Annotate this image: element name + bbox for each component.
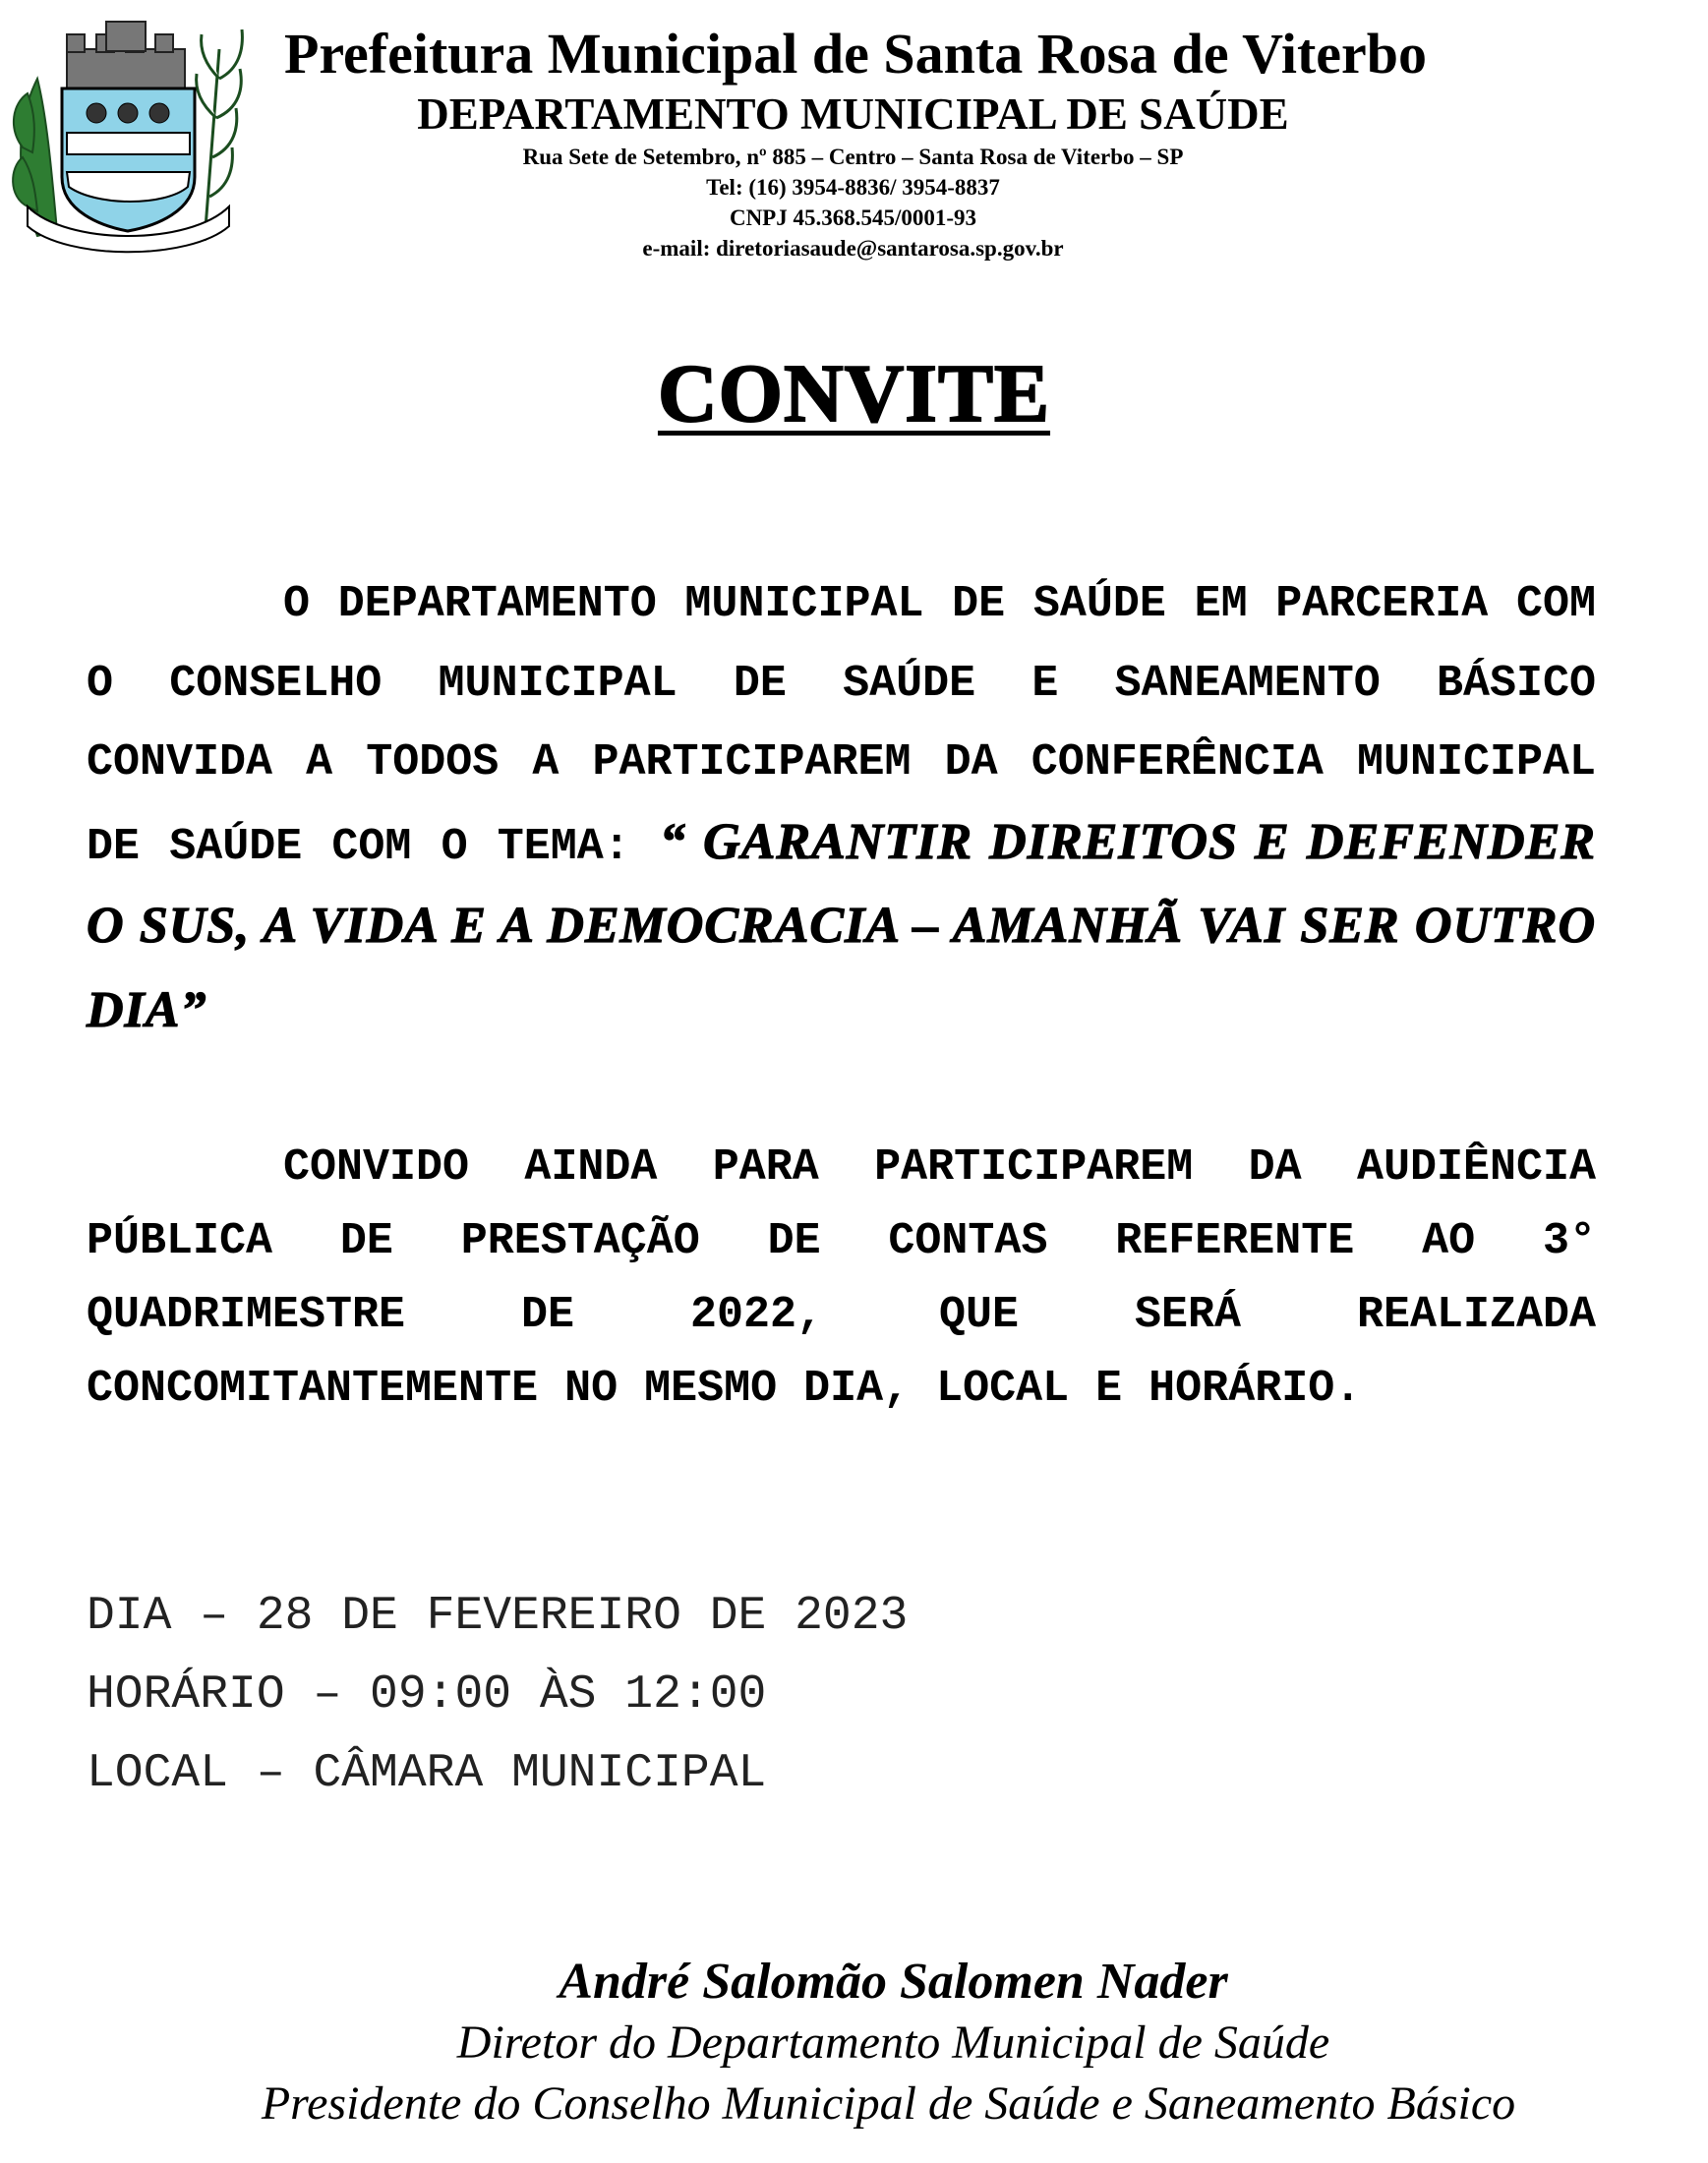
- event-date: DIA – 28 DE FEVEREIRO DE 2023: [87, 1590, 909, 1643]
- department-name: DEPARTAMENTO MUNICIPAL DE SAÚDE: [417, 89, 1289, 139]
- signer-name: André Salomão Salomen Nader: [559, 1954, 1228, 2010]
- cnpj-line: CNPJ 45.368.545/0001-93: [729, 205, 977, 230]
- title-text: CONVITE: [657, 348, 1051, 439]
- email-line: e-mail: diretoriasaude@santarosa.sp.gov.br: [642, 236, 1064, 261]
- conference-theme: “ GARANTIR DIREITOS E DEFENDER O SUS, A VIDA E A DEMOCRACIA – AMANHÃ VAI SER OUTRO DIA”: [87, 813, 1596, 1038]
- event-time: HORÁRIO – 09:00 ÀS 12:00: [87, 1668, 767, 1722]
- hearing-text: CONVIDO AINDA PARA PARTICIPAREM DA AUDIÊNCIA PÚBLICA DE PRESTAÇÃO DE CONTAS REFERENTE AO 3° QUADRIMESTRE DE 2022, QUE SERÁ REALIZADA CONCOMITANTEMENTE NO MESMO DIA, LOCAL E HORÁRIO.: [87, 1142, 1596, 1414]
- phone-line: Tel: (16) 3954-8836/ 3954-8837: [706, 175, 1000, 200]
- invitation-intro: O DEPARTAMENTO MUNICIPAL DE SAÚDE EM PARCERIA COM O CONSELHO MUNICIPAL DE SAÚDE E SANEAMENTO BÁSICO CONVIDA A TODOS A PARTICIPAREM DA CONFERÊNCIA MUNICIPAL DE SAÚDE COM O TEMA:: [87, 579, 1596, 872]
- signer-role-president: Presidente do Conselho Municipal de Saúde e Saneamento Básico: [261, 2077, 1516, 2130]
- event-place: LOCAL – CÂMARA MUNICIPAL: [87, 1747, 767, 1800]
- invitation-paragraph: [87, 565, 1596, 1055]
- signature-block: [0, 1952, 1708, 2134]
- event-details: [87, 1577, 908, 1813]
- hearing-paragraph: [87, 1131, 1596, 1426]
- letterhead: [256, 22, 1613, 263]
- signer-role-director: Diretor do Departamento Municipal de Saúde: [456, 2017, 1330, 2069]
- municipality-title: Prefeitura Municipal de Santa Rosa de Viterbo: [283, 22, 1428, 86]
- document-title: [0, 346, 1708, 441]
- address-line: Rua Sete de Setembro, nº 885 – Centro – Santa Rosa de Viterbo – SP: [522, 145, 1184, 169]
